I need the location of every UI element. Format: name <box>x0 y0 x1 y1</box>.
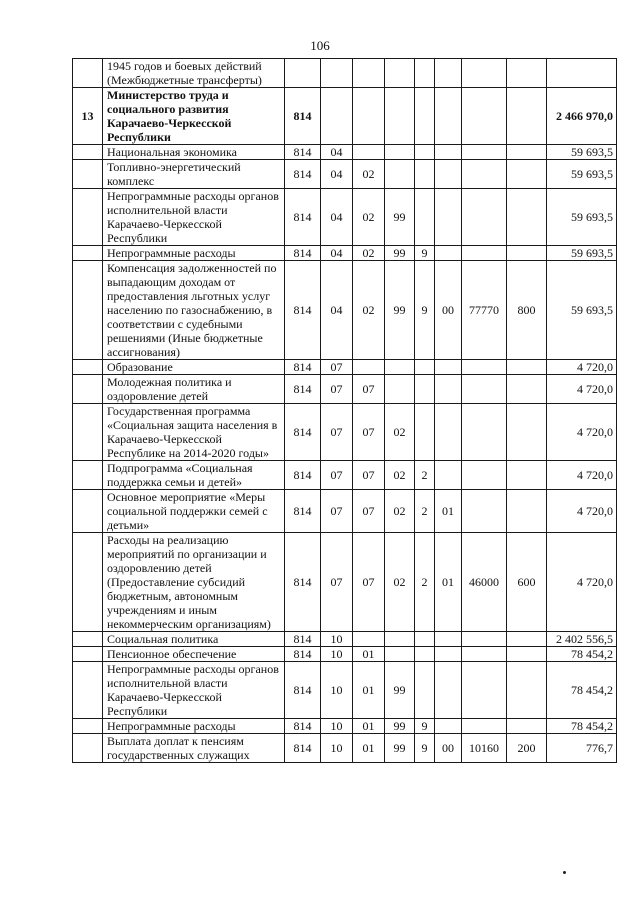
item-name-cell: Выплата доплат к пенсиям государственных служащих <box>103 734 285 763</box>
amount-cell: 59 693,5 <box>547 261 617 360</box>
activity-code-cell: 00 <box>435 261 462 360</box>
expense-type-cell: 200 <box>507 734 547 763</box>
subsection-code-cell: 02 <box>353 246 385 261</box>
expense-type-cell <box>507 719 547 734</box>
ministry-code-cell: 814 <box>285 360 321 375</box>
subprogram-code-cell: 9 <box>415 261 435 360</box>
activity-code-cell <box>435 632 462 647</box>
subprogram-code-cell <box>415 59 435 88</box>
subprogram-code-cell <box>415 662 435 719</box>
direction-code-cell <box>462 360 507 375</box>
expense-type-cell <box>507 189 547 246</box>
section-code-cell: 07 <box>321 375 353 404</box>
section-code-cell: 07 <box>321 533 353 632</box>
ministry-code-cell <box>285 59 321 88</box>
subprogram-code-cell <box>415 647 435 662</box>
activity-code-cell <box>435 647 462 662</box>
row-number-cell <box>73 632 103 647</box>
expense-type-cell <box>507 59 547 88</box>
direction-code-cell <box>462 490 507 533</box>
activity-code-cell <box>435 662 462 719</box>
section-code-cell: 10 <box>321 719 353 734</box>
table-row <box>73 719 617 734</box>
section-code-cell: 04 <box>321 160 353 189</box>
section-code-cell: 10 <box>321 632 353 647</box>
subsection-code-cell: 07 <box>353 490 385 533</box>
row-number-cell <box>73 404 103 461</box>
program-code-cell <box>385 375 415 404</box>
activity-code-cell <box>435 189 462 246</box>
item-name-cell: Молодежная политика и оздоровление детей <box>103 375 285 404</box>
table-row <box>73 145 617 160</box>
ministry-code-cell: 814 <box>285 160 321 189</box>
amount-cell: 59 693,5 <box>547 246 617 261</box>
program-code-cell <box>385 145 415 160</box>
activity-code-cell <box>435 375 462 404</box>
row-number-cell <box>73 461 103 490</box>
subsection-code-cell <box>353 145 385 160</box>
section-code-cell: 07 <box>321 360 353 375</box>
amount-cell: 4 720,0 <box>547 461 617 490</box>
section-code-cell: 04 <box>321 145 353 160</box>
subprogram-code-cell: 2 <box>415 533 435 632</box>
row-number-cell <box>73 59 103 88</box>
amount-cell: 4 720,0 <box>547 490 617 533</box>
activity-code-cell <box>435 88 462 145</box>
program-code-cell: 02 <box>385 461 415 490</box>
table-row <box>73 189 617 246</box>
activity-code-cell <box>435 160 462 189</box>
activity-code-cell <box>435 145 462 160</box>
program-code-cell <box>385 360 415 375</box>
direction-code-cell <box>462 160 507 189</box>
subsection-code-cell <box>353 88 385 145</box>
direction-code-cell <box>462 662 507 719</box>
program-code-cell <box>385 88 415 145</box>
budget-table <box>72 58 617 763</box>
direction-code-cell <box>462 375 507 404</box>
direction-code-cell <box>462 189 507 246</box>
program-code-cell <box>385 59 415 88</box>
row-number-cell <box>73 719 103 734</box>
amount-cell: 4 720,0 <box>547 533 617 632</box>
table-row <box>73 734 617 763</box>
subsection-code-cell: 02 <box>353 189 385 246</box>
table-row <box>73 533 617 632</box>
ministry-code-cell: 814 <box>285 404 321 461</box>
subsection-code-cell: 02 <box>353 160 385 189</box>
item-name-cell: Основное мероприятие «Меры социальной поддержки семей с детьми» <box>103 490 285 533</box>
expense-type-cell <box>507 375 547 404</box>
subsection-code-cell: 02 <box>353 261 385 360</box>
section-code-cell: 10 <box>321 647 353 662</box>
item-name-cell: Социальная политика <box>103 632 285 647</box>
program-code-cell <box>385 632 415 647</box>
item-name-cell: 1945 годов и боевых действий (Межбюджетные трансферты) <box>103 59 285 88</box>
ministry-code-cell: 814 <box>285 461 321 490</box>
item-name-cell: Национальная экономика <box>103 145 285 160</box>
expense-type-cell <box>507 145 547 160</box>
row-number-cell <box>73 533 103 632</box>
section-code-cell: 04 <box>321 189 353 246</box>
subsection-code-cell <box>353 360 385 375</box>
ministry-code-cell: 814 <box>285 88 321 145</box>
subsection-code-cell: 07 <box>353 533 385 632</box>
row-number-cell <box>73 647 103 662</box>
subsection-code-cell: 07 <box>353 375 385 404</box>
section-code-cell <box>321 88 353 145</box>
subsection-code-cell: 07 <box>353 461 385 490</box>
row-number-cell <box>73 189 103 246</box>
amount-cell: 78 454,2 <box>547 719 617 734</box>
item-name-cell: Образование <box>103 360 285 375</box>
expense-type-cell <box>507 88 547 145</box>
table-row <box>73 59 617 88</box>
table-row <box>73 662 617 719</box>
section-code-cell: 07 <box>321 490 353 533</box>
ministry-code-cell: 814 <box>285 375 321 404</box>
amount-cell: 59 693,5 <box>547 145 617 160</box>
section-code-cell: 10 <box>321 662 353 719</box>
table-row <box>73 461 617 490</box>
subprogram-code-cell: 9 <box>415 734 435 763</box>
subprogram-code-cell <box>415 88 435 145</box>
amount-cell: 4 720,0 <box>547 375 617 404</box>
subsection-code-cell: 07 <box>353 404 385 461</box>
amount-cell: 776,7 <box>547 734 617 763</box>
item-name-cell: Министерство труда и социального развития Карачаево-Черкесской Республики <box>103 88 285 145</box>
subsection-code-cell <box>353 632 385 647</box>
table-row <box>73 246 617 261</box>
program-code-cell: 99 <box>385 734 415 763</box>
section-code-cell: 10 <box>321 734 353 763</box>
expense-type-cell: 800 <box>507 261 547 360</box>
table-row <box>73 261 617 360</box>
direction-code-cell <box>462 461 507 490</box>
subprogram-code-cell: 9 <box>415 246 435 261</box>
program-code-cell: 99 <box>385 719 415 734</box>
subprogram-code-cell <box>415 145 435 160</box>
item-name-cell: Непрограммные расходы <box>103 246 285 261</box>
section-code-cell: 04 <box>321 246 353 261</box>
item-name-cell: Пенсионное обеспечение <box>103 647 285 662</box>
activity-code-cell <box>435 246 462 261</box>
section-code-cell: 07 <box>321 404 353 461</box>
amount-cell <box>547 59 617 88</box>
subprogram-code-cell: 2 <box>415 490 435 533</box>
direction-code-cell <box>462 647 507 662</box>
row-number-cell: 13 <box>73 88 103 145</box>
activity-code-cell: 01 <box>435 533 462 632</box>
activity-code-cell <box>435 360 462 375</box>
subprogram-code-cell <box>415 632 435 647</box>
expense-type-cell <box>507 490 547 533</box>
row-number-cell <box>73 375 103 404</box>
scan-dot-mark <box>563 871 566 874</box>
direction-code-cell <box>462 88 507 145</box>
ministry-code-cell: 814 <box>285 261 321 360</box>
program-code-cell: 02 <box>385 490 415 533</box>
expense-type-cell <box>507 647 547 662</box>
direction-code-cell <box>462 404 507 461</box>
program-code-cell <box>385 647 415 662</box>
amount-cell: 59 693,5 <box>547 189 617 246</box>
subprogram-code-cell: 2 <box>415 461 435 490</box>
table-row <box>73 88 617 145</box>
row-number-cell <box>73 662 103 719</box>
activity-code-cell <box>435 404 462 461</box>
ministry-code-cell: 814 <box>285 189 321 246</box>
item-name-cell: Непрограммные расходы органов исполнительной власти Карачаево-Черкесской Республики <box>103 662 285 719</box>
row-number-cell <box>73 734 103 763</box>
direction-code-cell <box>462 719 507 734</box>
direction-code-cell: 10160 <box>462 734 507 763</box>
activity-code-cell: 01 <box>435 490 462 533</box>
ministry-code-cell: 814 <box>285 734 321 763</box>
row-number-cell <box>73 145 103 160</box>
program-code-cell: 02 <box>385 533 415 632</box>
direction-code-cell <box>462 59 507 88</box>
program-code-cell: 99 <box>385 189 415 246</box>
subsection-code-cell: 01 <box>353 647 385 662</box>
subsection-code-cell: 01 <box>353 719 385 734</box>
item-name-cell: Расходы на реализацию мероприятий по организации и оздоровлению детей (Предоставление субсидий бюджетным, автономным учреждениям и иным некоммерческим организациям) <box>103 533 285 632</box>
subprogram-code-cell <box>415 404 435 461</box>
ministry-code-cell: 814 <box>285 662 321 719</box>
direction-code-cell: 46000 <box>462 533 507 632</box>
section-code-cell: 04 <box>321 261 353 360</box>
amount-cell: 4 720,0 <box>547 360 617 375</box>
table-row <box>73 490 617 533</box>
table-body <box>73 59 617 763</box>
direction-code-cell: 77770 <box>462 261 507 360</box>
amount-cell: 59 693,5 <box>547 160 617 189</box>
activity-code-cell <box>435 719 462 734</box>
subsection-code-cell <box>353 59 385 88</box>
ministry-code-cell: 814 <box>285 719 321 734</box>
item-name-cell: Топливно-энергетический комплекс <box>103 160 285 189</box>
row-number-cell <box>73 261 103 360</box>
activity-code-cell <box>435 59 462 88</box>
table-row <box>73 160 617 189</box>
expense-type-cell <box>507 632 547 647</box>
program-code-cell: 99 <box>385 662 415 719</box>
ministry-code-cell: 814 <box>285 647 321 662</box>
direction-code-cell <box>462 632 507 647</box>
amount-cell: 78 454,2 <box>547 647 617 662</box>
table-row <box>73 404 617 461</box>
ministry-code-cell: 814 <box>285 632 321 647</box>
section-code-cell <box>321 59 353 88</box>
program-code-cell: 99 <box>385 261 415 360</box>
table-row <box>73 632 617 647</box>
row-number-cell <box>73 160 103 189</box>
program-code-cell <box>385 160 415 189</box>
amount-cell: 78 454,2 <box>547 662 617 719</box>
direction-code-cell <box>462 145 507 160</box>
page-number: 106 <box>310 38 330 53</box>
direction-code-cell <box>462 246 507 261</box>
item-name-cell: Компенсация задолженностей по выпадающим доходам от предоставления льготных услуг населению по газоснабжению, в соответствии с судебными решениями (Иные бюджетные ассигнования) <box>103 261 285 360</box>
subsection-code-cell: 01 <box>353 662 385 719</box>
expense-type-cell <box>507 461 547 490</box>
expense-type-cell <box>507 246 547 261</box>
expense-type-cell <box>507 160 547 189</box>
item-name-cell: Непрограммные расходы <box>103 719 285 734</box>
program-code-cell: 99 <box>385 246 415 261</box>
row-number-cell <box>73 490 103 533</box>
expense-type-cell <box>507 662 547 719</box>
item-name-cell: Подпрограмма «Социальная поддержка семьи и детей» <box>103 461 285 490</box>
amount-cell: 2 402 556,5 <box>547 632 617 647</box>
subprogram-code-cell <box>415 375 435 404</box>
activity-code-cell: 00 <box>435 734 462 763</box>
item-name-cell: Непрограммные расходы органов исполнительной власти Карачаево-Черкесской Республики <box>103 189 285 246</box>
ministry-code-cell: 814 <box>285 246 321 261</box>
subprogram-code-cell <box>415 160 435 189</box>
expense-type-cell <box>507 404 547 461</box>
subprogram-code-cell <box>415 189 435 246</box>
table-row <box>73 375 617 404</box>
table-row <box>73 647 617 662</box>
subprogram-code-cell: 9 <box>415 719 435 734</box>
ministry-code-cell: 814 <box>285 145 321 160</box>
subsection-code-cell: 01 <box>353 734 385 763</box>
row-number-cell <box>73 360 103 375</box>
expense-type-cell <box>507 360 547 375</box>
row-number-cell <box>73 246 103 261</box>
subprogram-code-cell <box>415 360 435 375</box>
amount-cell: 2 466 970,0 <box>547 88 617 145</box>
table-row <box>73 360 617 375</box>
program-code-cell: 02 <box>385 404 415 461</box>
activity-code-cell <box>435 461 462 490</box>
expense-type-cell: 600 <box>507 533 547 632</box>
section-code-cell: 07 <box>321 461 353 490</box>
ministry-code-cell: 814 <box>285 490 321 533</box>
ministry-code-cell: 814 <box>285 533 321 632</box>
item-name-cell: Государственная программа «Социальная защита населения в Карачаево-Черкесской Республике на 2014-2020 годы» <box>103 404 285 461</box>
amount-cell: 4 720,0 <box>547 404 617 461</box>
